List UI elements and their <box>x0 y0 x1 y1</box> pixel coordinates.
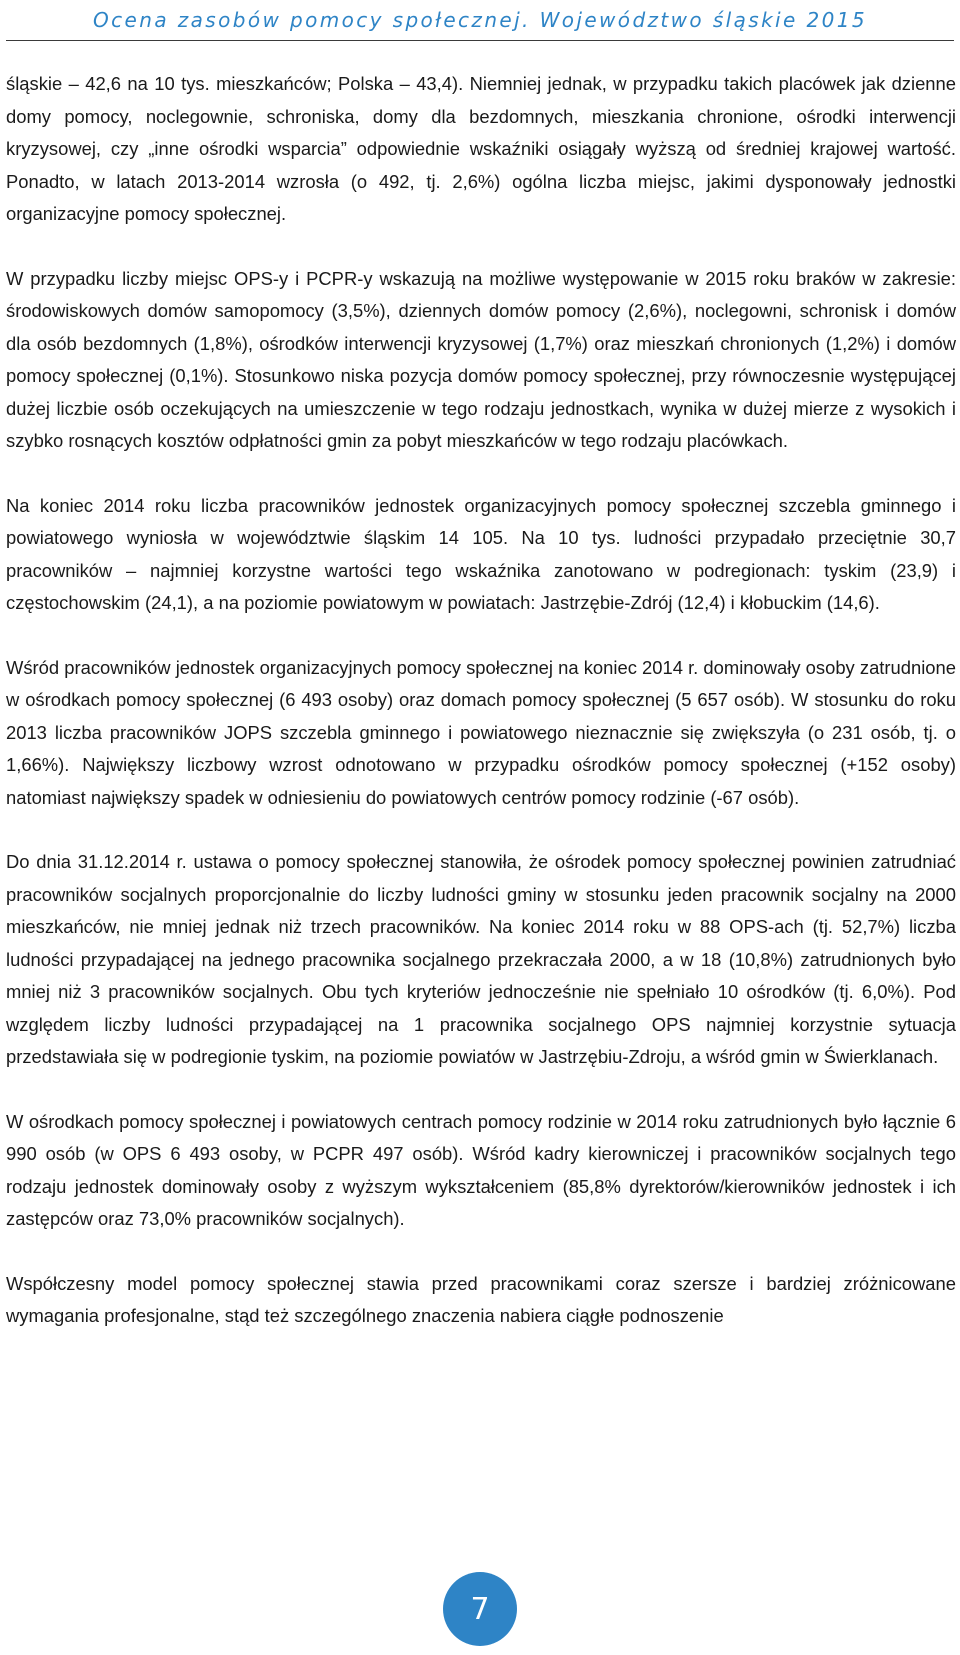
page-number-badge <box>443 1572 517 1646</box>
paragraph: W przypadku liczby miejsc OPS-y i PCPR-y wskazują na możliwe występowanie w 2015 roku braków w zakresie: środowiskowych domów samopomocy (3,5%), dziennych domów pomocy (2,6%), noclegowni, schronisk i domów dla osób bezdomnych (1,8%), ośrodków interwencji kryzysowej (1,7%) oraz mieszkań chronionych (1,2%) i domów pomocy społecznej (0,1%). Stosunkowo niska pozycja domów pomocy społecznej, przy równoczesnie występującej dużej liczbie osób oczekujących na umieszczenie w tego rodzaju jednostkach, wynika w dużej mierze z wysokich i szybko rosnących kosztów odpłatności gmin za pobyt mieszkańców w tego rodzaju placówkach. <box>6 267 956 451</box>
header-divider <box>6 40 954 41</box>
paragraph: Współczesny model pomocy społecznej stawia przed pracownikami coraz szersze i bardziej zróżnicowane wymagania profesjonalne, stąd też szczególnego znaczenia nabiera ciągłe podnoszenie <box>6 1272 956 1326</box>
paragraph: śląskie – 42,6 na 10 tys. mieszkańców; Polska – 43,4). Niemniej jednak, w przypadku takich placówek jak dzienne domy pomocy, noclegownie, schroniska, domy dla bezdomnych, mieszkania chronione, ośrodki interwencji kryzysowej, czy „inne ośrodki wsparcia” odpowiednie wskaźniki osiągały wyższą od średniej krajowej wartość. Ponadto, w latach 2013-2014 wzrosła (o 492, tj. 2,6%) ogólna liczba miejsc, jakimi dysponowały jednostki organizacyjne pomocy społecznej. <box>6 73 956 224</box>
page-number: 7 <box>470 1591 490 1627</box>
body-text <box>6 68 956 1333</box>
paragraph: Do dnia 31.12.2014 r. ustawa o pomocy społecznej stanowiła, że ośrodek pomocy społecznej powinien zatrudniać pracowników socjalnych proporcjonalnie do liczby ludności gminy w stosunku jeden pracownik socjalny na 2000 mieszkańców, nie mniej jednak niż trzech pracowników. Na koniec 2014 roku w 88 OPS-ach (tj. 52,7%) liczba ludności przypadającej na jednego pracownika socjalnego przekraczała 2000, a w 18 (10,8%) zatrudnionych było mniej niż 3 pracowników socjalnych. Obu tych kryteriów jednocześnie nie spełniało 10 ośrodków (tj. 6,0%). Pod względem liczby ludności przypadającej na 1 pracownika socjalnego OPS najmniej korzystnie sytuacja przedstawiała się w podregionie tyskim, na poziomie powiatów w Jastrzębiu-Zdroju, a wśród gmin w Świerklanach. <box>6 851 956 1067</box>
paragraph: Na koniec 2014 roku liczba pracowników jednostek organizacyjnych pomocy społecznej szczebla gminnego i powiatowego wyniosła w województwie śląskim 14 105. Na 10 tys. ludności przypadało przeciętnie 30,7 pracowników – najmniej korzystne wartości tego wskaźnika zanotowano w podregionach: tyskim (23,9) i częstochowskim (24,1), a na poziomie powiatowym w powiatach: Jastrzębie-Zdrój (12,4) i kłobuckim (14,6). <box>6 494 956 613</box>
paragraph: W ośrodkach pomocy społecznej i powiatowych centrach pomocy rodzinie w 2014 roku zatrudnionych było łącznie 6 990 osób (w OPS 6 493 osoby, w PCPR 497 osób). Wśród kadry kierowniczej i pracowników socjalnych tego rodzaju jednostek dominowały osoby z wyższym wykształceniem (85,8% dyrektorów/kierowników jednostek i ich zastępców oraz 73,0% pracowników socjalnych). <box>6 1110 956 1229</box>
running-header <box>0 0 960 40</box>
header-title: Ocena zasobów pomocy społecznej. Województwo śląskie 2015 <box>93 8 867 32</box>
paragraph: Wśród pracowników jednostek organizacyjnych pomocy społecznej na koniec 2014 r. dominowały osoby zatrudnione w ośrodkach pomocy społecznej (6 493 osoby) oraz domach pomocy społecznej (5 657 osób). W stosunku do roku 2013 liczba pracowników JOPS szczebla gminnego i powiatowego nieznacznie się zwiększyła (o 231 osób, tj. o 1,66%). Największy liczbowy wzrost odnotowano w przypadku ośrodków pomocy społecznej (+152 osoby) natomiast największy spadek w odniesieniu do powiatowych centrów pomocy rodzinie (-67 osób). <box>6 656 956 808</box>
